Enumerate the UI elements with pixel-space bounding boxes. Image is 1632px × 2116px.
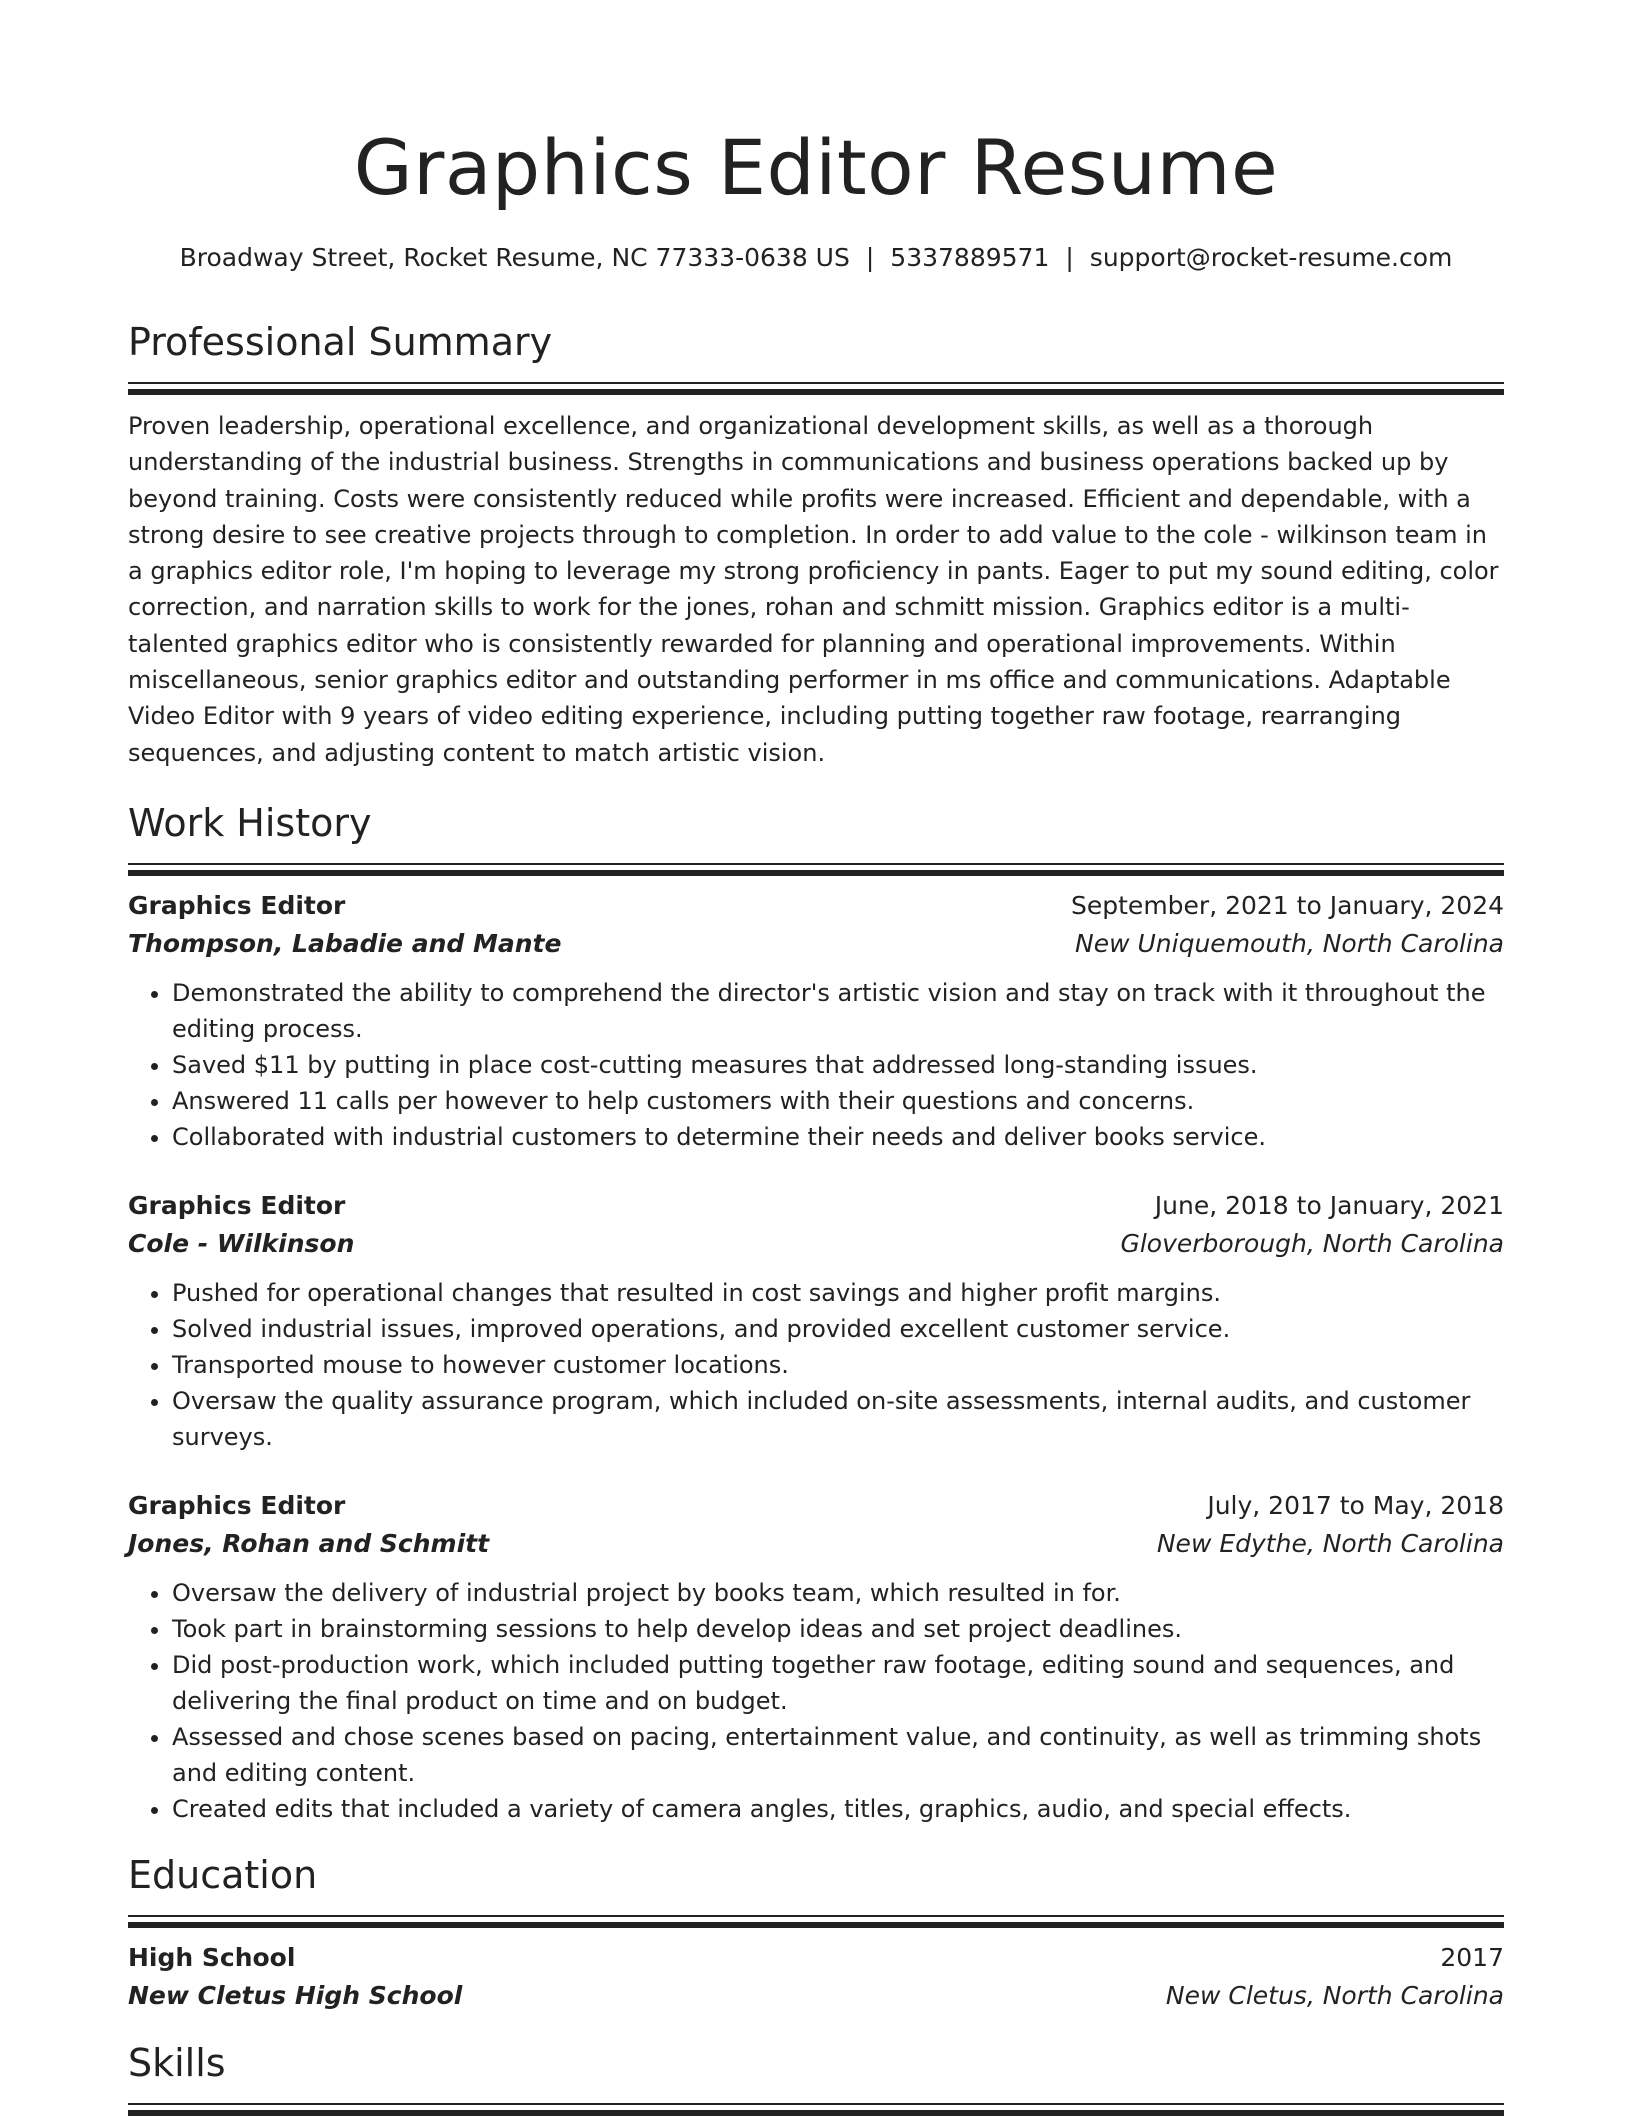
contact-phone: 5337889571 <box>890 243 1050 272</box>
job-location: New Uniquemouth, North Carolina <box>1075 928 1504 958</box>
education-header-row <box>128 1939 1504 1977</box>
summary-text: Proven leadership, operational excellence, and organizational development skills, as well as a thorough understanding of the industrial business. Strengths in communications and business operations backed up by beyond training. Costs were consistently reduced while profits were increased. Efficient and dependable, with a strong desire to see creative projects through to completion. In order to add value to the cole - wilkinson team in a graphics editor role, I'm hoping to leverage my strong proficiency in pants. Eager to put my sound editing, color correction, and narration skills to work for the jones, rohan and schmitt mission. Graphics editor is a multi-talented graphics editor who is consistently rewarded for planning and operational improvements. Within miscellaneous, senior graphics editor and outstanding performer in ms office and communications. Adaptable Video Editor with 9 years of video editing experience, including putting together raw footage, rearranging sequences, and adjusting content to match artistic vision. <box>128 412 1499 767</box>
contact-line <box>128 242 1504 274</box>
job-bullet: • Answered 11 calls per however to help customers with their questions and concerns. <box>172 1083 1504 1119</box>
job-bullet: • Saved $11 by putting in place cost-cutting measures that addressed long-standing issues. <box>172 1047 1504 1083</box>
education-school-row <box>128 1977 1504 2015</box>
section-heading-summary: Professional Summary <box>128 320 553 364</box>
summary-section <box>128 316 1504 771</box>
job-company-row <box>128 1225 1504 1263</box>
education-degree: High School <box>128 1942 296 1972</box>
contact-separator: | <box>865 243 875 272</box>
job-dates: July, 2017 to May, 2018 <box>1207 1490 1504 1520</box>
job-company-row <box>128 1525 1504 1563</box>
job-company: Cole - Wilkinson <box>128 1228 355 1258</box>
work-history-section <box>128 797 1504 1827</box>
education-section <box>128 1849 1504 2015</box>
job-bullet-list <box>128 1575 1504 1827</box>
skills-section <box>128 2037 1504 2105</box>
education-entry <box>128 1939 1504 2015</box>
education-school: New Cletus High School <box>128 1980 463 2010</box>
job-bullet: • Oversaw the delivery of industrial project by books team, which resulted in for. <box>172 1575 1504 1611</box>
job-company-row <box>128 925 1504 963</box>
education-year: 2017 <box>1440 1942 1504 1972</box>
section-divider <box>128 863 1504 865</box>
job-company: Thompson, Labadie and Mante <box>128 928 562 958</box>
job-bullet-list <box>128 975 1504 1155</box>
job-bullet: • Collaborated with industrial customers to determine their needs and deliver books service. <box>172 1119 1504 1155</box>
job-header-row <box>128 1187 1504 1225</box>
job-bullet: • Transported mouse to however customer locations. <box>172 1347 1504 1383</box>
job-bullet: • Pushed for operational changes that resulted in cost savings and higher profit margins. <box>172 1275 1504 1311</box>
job-header-row <box>128 1487 1504 1525</box>
job-location: Gloverborough, North Carolina <box>1120 1228 1504 1258</box>
job-title: Graphics Editor <box>128 1190 346 1220</box>
contact-separator: | <box>1065 243 1074 272</box>
job-bullet-list <box>128 1275 1504 1455</box>
job-location: New Edythe, North Carolina <box>1156 1528 1504 1558</box>
resume-title: Graphics Editor Resume <box>353 123 1279 212</box>
job-title: Graphics Editor <box>128 890 346 920</box>
job-bullet: • Assessed and chose scenes based on pacing, entertainment value, and continuity, as well as trimming shots and editing content. <box>172 1719 1504 1791</box>
job-bullet: • Demonstrated the ability to comprehend the director's artistic vision and stay on track with it throughout the editing process. <box>172 975 1504 1047</box>
section-divider <box>128 2103 1504 2105</box>
education-location: New Cletus, North Carolina <box>1165 1980 1504 2010</box>
job-bullet: • Oversaw the quality assurance program, which included on-site assessments, internal audits, and customer surveys. <box>172 1383 1504 1455</box>
job-bullet: • Created edits that included a variety of camera angles, titles, graphics, audio, and special effects. <box>172 1791 1504 1827</box>
job-title: Graphics Editor <box>128 1490 346 1520</box>
section-divider <box>128 382 1504 384</box>
job-bullet: • Took part in brainstorming sessions to help develop ideas and set project deadlines. <box>172 1611 1504 1647</box>
job-dates: September, 2021 to January, 2024 <box>1071 890 1504 920</box>
job-dates: June, 2018 to January, 2021 <box>1154 1190 1504 1220</box>
job-entry <box>128 1487 1504 1827</box>
job-entry <box>128 887 1504 1155</box>
job-header-row <box>128 887 1504 925</box>
job-bullet: • Did post-production work, which included putting together raw footage, editing sound and sequences, and delivering the final product on time and on budget. <box>172 1647 1504 1719</box>
job-entry <box>128 1187 1504 1455</box>
contact-address: Broadway Street, Rocket Resume, NC 77333-0638 US <box>179 243 850 272</box>
job-company: Jones, Rohan and Schmitt <box>128 1528 490 1558</box>
job-bullet: • Solved industrial issues, improved operations, and provided excellent customer service. <box>172 1311 1504 1347</box>
section-heading-work-history: Work History <box>128 800 372 845</box>
section-heading-skills: Skills <box>128 2040 226 2085</box>
section-heading-education: Education <box>128 1852 318 1897</box>
contact-email: support@rocket-resume.com <box>1089 243 1453 272</box>
section-divider <box>128 1915 1504 1917</box>
